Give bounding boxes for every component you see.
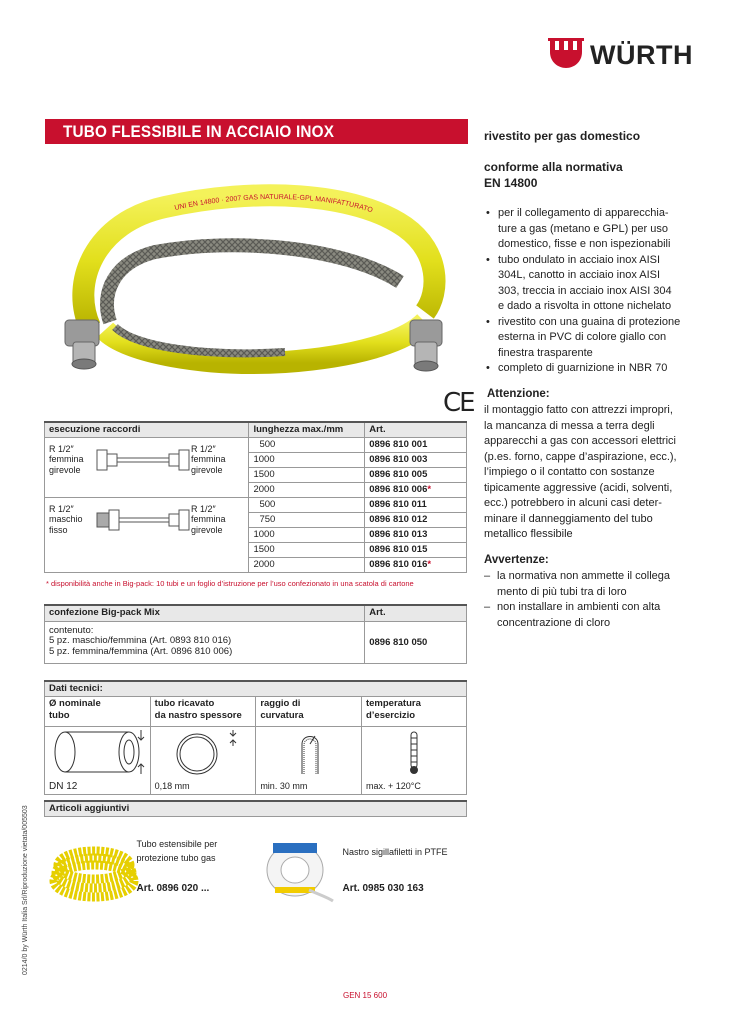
fitting-left-line: girevole <box>49 464 81 475</box>
warnings-heading: Avvertenze: <box>484 554 549 566</box>
tech-value: 0,18 mm <box>150 780 256 795</box>
tech-col-header-line: tubo ricavato <box>154 697 215 709</box>
feature-item <box>484 206 699 253</box>
fittings-header: esecuzione raccordi <box>45 422 249 437</box>
tech-col-header-line: Ø nominale <box>49 697 101 709</box>
feature-line: • tubo ondulato in acciaio inox AISI <box>498 253 661 266</box>
art-cell <box>365 512 467 527</box>
length-cell: 750 <box>249 512 365 527</box>
attention-line: apparecchi a gas con accessori elettrici <box>484 435 676 447</box>
wurth-logo-icon <box>548 38 584 70</box>
fitting-right-line: femmina <box>191 454 226 464</box>
accessory-art-1: Art. 0896 020 ... <box>136 882 210 894</box>
tech-value: min. 30 mm <box>256 780 362 795</box>
accessory-desc-line: protezione tubo gas <box>136 852 216 863</box>
art-cell <box>365 437 467 452</box>
fitting-diagram <box>95 504 191 540</box>
tech-col-header-line: da nastro spessore <box>154 709 242 721</box>
fitting-left-line: femmina <box>49 454 84 464</box>
feature-line: • rivestito con una guaina di protezione <box>498 315 681 328</box>
dash-icon: – <box>484 601 491 613</box>
fitting-right-line: R 1/2″ <box>191 503 216 514</box>
diameter-diagram <box>45 726 151 780</box>
feature-line: finestra trasparente <box>498 346 593 359</box>
accessory-desc-2: Nastro sigillafiletti in PTFE <box>342 846 448 857</box>
tech-col-header <box>361 696 466 726</box>
fitting-left-line: R 1/2″ <box>49 503 74 514</box>
bigpack-content-line: 5 pz. maschio/femmina (Art. 0893 810 016) <box>49 635 232 646</box>
art-number: 0896 810 011 <box>369 498 427 510</box>
bigpack-content <box>45 621 365 663</box>
feature-item <box>484 253 699 315</box>
bend-radius-diagram <box>256 726 362 780</box>
warnings-list <box>484 569 699 631</box>
tech-col-header-line: d’esercizio <box>365 709 416 721</box>
art-number: 0896 810 013 <box>369 528 428 540</box>
art-number: 0896 810 012 <box>369 513 428 525</box>
ce-mark: CE <box>443 388 474 418</box>
feature-line: ture a gas (metano e GPL) per uso <box>498 222 668 235</box>
warning-line: mento di più tubi tra di loro <box>497 585 627 598</box>
temperature-diagram <box>361 726 466 780</box>
tech-col-header-line: curvatura <box>260 709 304 721</box>
feature-line: • completo di guarnizione in NBR 70 <box>498 362 668 374</box>
fitting-right-line: femmina <box>191 514 226 524</box>
subtitle: rivestito per gas domestico <box>484 129 641 143</box>
tech-heading: Dati tecnici: <box>45 681 467 696</box>
feature-line: 304L, canotto in acciaio inox AISI <box>498 269 661 281</box>
table-row <box>45 497 467 512</box>
feature-item <box>484 361 699 377</box>
corrugated-tube-image <box>49 829 139 909</box>
fitting-diagram <box>95 444 191 480</box>
warning-line: la normativa non ammette il collega <box>497 570 671 582</box>
fitting-left-line: fisso <box>49 524 68 535</box>
attention-line: il montaggio fatto con attrezzi impropri, <box>484 404 673 416</box>
warning-item <box>484 600 699 631</box>
fittings-table <box>44 421 467 573</box>
accessories-body <box>45 816 467 916</box>
wurth-logo <box>548 38 693 70</box>
length-cell: 2000 <box>249 557 365 572</box>
feature-item <box>484 315 699 362</box>
feature-line: domestico, fisse e non ispezionabili <box>498 238 671 250</box>
tech-col-header <box>45 696 151 726</box>
bigpack-star: * <box>427 483 432 495</box>
tech-value: DN 12 <box>45 780 151 795</box>
art-number: 0896 810 003 <box>369 453 428 465</box>
art-number: 0896 810 006 <box>369 483 428 495</box>
bigpack-table <box>44 604 467 664</box>
art-cell <box>365 497 467 512</box>
fitting-left-line: R 1/2″ <box>49 443 74 454</box>
fittings-header: Art. <box>365 422 467 437</box>
art-cell <box>365 467 467 482</box>
attention-line: metallico flessibile <box>484 528 573 540</box>
feature-line: e dado a risvolta in ottone nichelato <box>498 300 672 312</box>
fittings-header: lunghezza max./mm <box>249 422 365 437</box>
fitting-right-line: girevole <box>191 524 223 535</box>
footnote: * disponibilità anche in Big-pack: 10 tubi e un foglio d’istruzione per l’uso confezionato in una scatola di cartone <box>46 579 414 588</box>
tech-data-table <box>44 680 467 795</box>
page-title: TUBO FLESSIBILE IN ACCIAIO INOX <box>63 122 335 141</box>
norm-line: conforme alla normativa <box>484 160 623 174</box>
bigpack-art-header: Art. <box>365 605 467 621</box>
art-cell <box>365 452 467 467</box>
warning-item <box>484 569 699 600</box>
bigpack-header: confezione Big-pack Mix <box>45 605 365 621</box>
tech-value: max. + 120°C <box>361 780 466 795</box>
bigpack-content-line: contenuto: <box>49 624 94 636</box>
art-number: 0896 810 005 <box>369 468 428 480</box>
tech-col-header-line: temperatura <box>365 697 421 709</box>
length-cell: 2000 <box>249 482 365 497</box>
thickness-diagram <box>150 726 256 780</box>
attention-heading: Attenzione: <box>487 388 550 400</box>
bigpack-content-line: 5 pz. femmina/femmina (Art. 0896 810 006) <box>49 645 233 657</box>
warning-line: non installare in ambienti con alta <box>497 601 661 613</box>
feature-list <box>484 206 699 377</box>
fitting-description <box>45 437 249 497</box>
accessory-desc-1 <box>137 837 218 865</box>
art-number: 0896 810 015 <box>369 543 428 555</box>
length-cell: 500 <box>249 497 365 512</box>
feature-line: esterna in PVC di colore giallo con <box>498 331 667 343</box>
art-number: 0896 810 016 <box>369 558 428 570</box>
dash-icon: – <box>484 570 491 582</box>
fitting-right-line: girevole <box>191 464 223 475</box>
page-footer: GEN 15 600 <box>342 991 388 1000</box>
accessory-art-2: Art. 0985 030 163 <box>342 882 424 894</box>
tech-col-header-line: raggio di <box>260 697 301 709</box>
feature-line: • per il collegamento di apparecchia- <box>498 207 669 219</box>
attention-line: tipicamente aggressive (acidi, solventi, <box>484 481 673 494</box>
bigpack-star: * <box>427 558 432 570</box>
brand-name: WÜRTH <box>590 40 693 70</box>
attention-line: l’impiego o il contatto con sostanze <box>484 466 655 478</box>
length-cell: 1000 <box>249 452 365 467</box>
attention-line: (p.es. forno, cappe d’aspirazione, ecc.), <box>484 450 677 463</box>
length-cell: 1000 <box>249 527 365 542</box>
art-number: 0896 810 001 <box>369 438 428 450</box>
art-cell <box>365 557 467 572</box>
hose-product-image <box>55 152 455 397</box>
fitting-right-line: R 1/2″ <box>191 443 216 454</box>
art-cell <box>365 527 467 542</box>
accessory-desc-line: Tubo estensibile per <box>136 838 218 849</box>
art-cell <box>365 482 467 497</box>
bigpack-art: 0896 810 050 <box>365 621 467 663</box>
length-cell: 500 <box>249 437 365 452</box>
tech-col-header <box>150 696 256 726</box>
attention-line: ecc.) potrebbero in alcuni casi deter- <box>484 497 662 509</box>
attention-line: la mancanza di messa a terra degli <box>484 419 655 432</box>
side-copyright: 0214/0 by Würth Italia Srl/Riproduzione vietata/005503 <box>22 805 29 975</box>
attention-text <box>484 403 699 543</box>
ptfe-tape-image <box>255 835 335 905</box>
warning-line: concentrazione di cloro <box>497 616 611 629</box>
art-cell <box>365 542 467 557</box>
accessories-table <box>44 800 467 916</box>
table-row <box>45 437 467 452</box>
title-bar <box>45 119 468 144</box>
attention-line: minare il danneggiamento del tubo <box>484 512 653 525</box>
feature-line: 303, treccia in acciaio inox AISI 304 <box>498 284 672 297</box>
tech-col-header-line: tubo <box>49 709 70 721</box>
norm-line: EN 14800 <box>484 175 538 190</box>
fitting-description <box>45 497 249 572</box>
length-cell: 1500 <box>249 467 365 482</box>
fitting-left-line: maschio <box>49 514 83 524</box>
accessories-heading: Articoli aggiuntivi <box>45 801 467 816</box>
svg-text:UNI EN 14800 · 2007 GAS NATURA: UNI EN 14800 · 2007 GAS NATURALE-GPL MANIFATTURATO <box>173 193 374 215</box>
length-cell: 1500 <box>249 542 365 557</box>
tech-col-header <box>256 696 362 726</box>
norm-block <box>484 160 699 191</box>
